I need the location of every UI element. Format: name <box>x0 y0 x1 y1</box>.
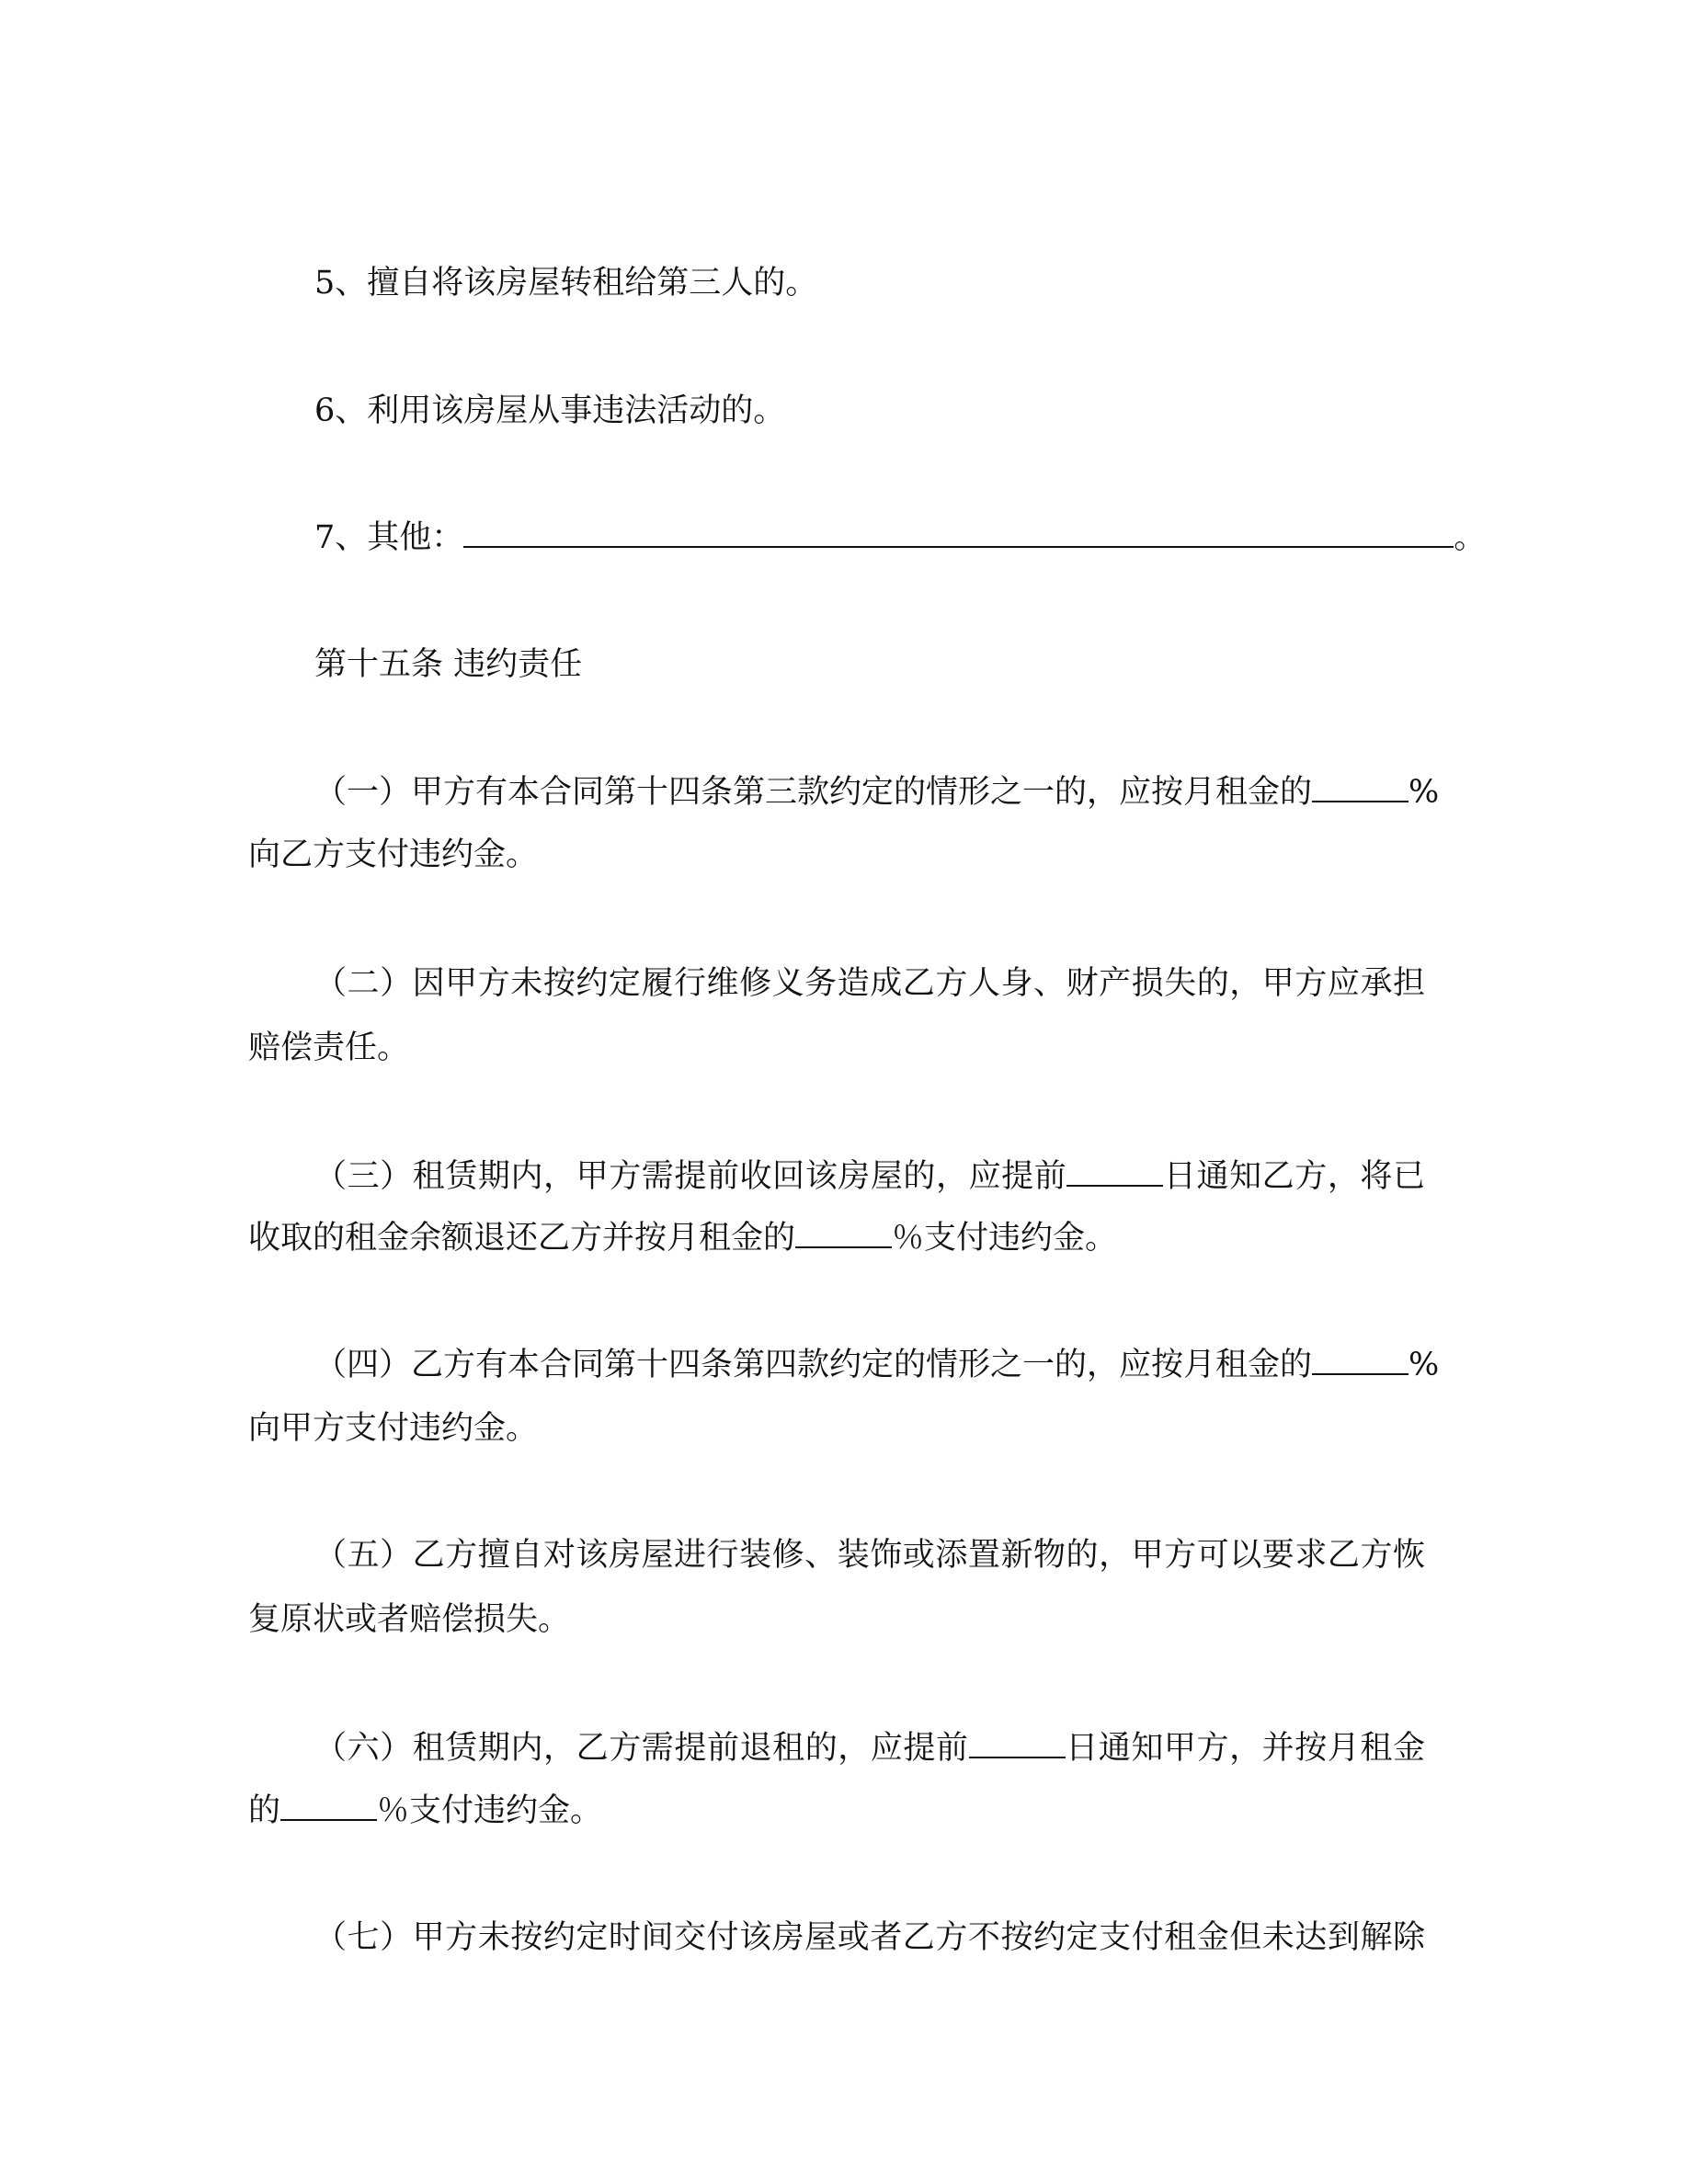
blank-field <box>463 518 1454 548</box>
clause-3-line-2 <box>248 1218 1425 1258</box>
clause-text: 日通知甲方，并按月租金 <box>1065 1730 1425 1767</box>
item-6: 6、利用该房屋从事违法活动的。 <box>314 392 786 429</box>
clause-5-line-2: 复原状或者赔偿损失。 <box>248 1601 571 1638</box>
blank-field <box>969 1729 1066 1758</box>
clause-4-line-2: 向甲方支付违约金。 <box>248 1410 539 1447</box>
clause-text: （一）甲方有本合同第十四条第三款约定的情形之一的，应按月租金的 <box>314 774 1313 811</box>
blank-field <box>1312 1346 1409 1375</box>
clause-text: （四）乙方有本合同第十四条第四款约定的情形之一的，应按月租金的 <box>314 1347 1313 1383</box>
clause-text: 的 <box>248 1792 281 1829</box>
clause-text: 收取的租金余额退还乙方并按月租金的 <box>248 1220 796 1257</box>
clause-1-line-2: 向乙方支付违约金。 <box>248 836 539 873</box>
clause-text: % <box>1409 1347 1440 1383</box>
clause-7-line-1: （七）甲方未按约定时间交付该房屋或者乙方不按约定支付租金但未达到解除 <box>314 1919 1425 1956</box>
item-5: 5、擅自将该房屋转租给第三人的。 <box>314 265 818 301</box>
clause-4-line-1 <box>314 1345 1440 1385</box>
clause-text: ％支付违约金。 <box>377 1792 603 1829</box>
clause-3-line-1 <box>314 1156 1425 1197</box>
clause-6-line-1 <box>314 1728 1425 1769</box>
clause-text: （三）租赁期内，甲方需提前收回该房屋的，应提前 <box>314 1158 1067 1195</box>
blank-field <box>1312 773 1409 802</box>
clause-text: （六）租赁期内，乙方需提前退租的，应提前 <box>314 1730 969 1767</box>
item-7-end: 。 <box>1454 519 1487 556</box>
clause-1-line-1 <box>314 772 1440 813</box>
article-title: 第十五条 违约责任 <box>314 646 583 683</box>
clause-text: ％支付违约金。 <box>892 1220 1118 1257</box>
clause-5-line-1: （五）乙方擅自对该房屋进行装修、装饰或添置新物的，甲方可以要求乙方恢 <box>314 1537 1425 1574</box>
clause-2-line-1: （二）因甲方未按约定履行维修义务造成乙方人身、财产损失的，甲方应承担 <box>314 965 1425 1002</box>
item-7 <box>314 518 1487 558</box>
clause-6-line-2 <box>248 1791 1425 1831</box>
blank-field <box>1066 1157 1163 1187</box>
clause-2-line-2: 赔偿责任。 <box>248 1029 410 1066</box>
item-7-label: 7、其他： <box>314 519 464 556</box>
blank-field <box>795 1219 892 1248</box>
blank-field <box>280 1792 377 1821</box>
clause-text: % <box>1409 774 1440 811</box>
clause-text: 日通知乙方，将已 <box>1163 1158 1425 1195</box>
